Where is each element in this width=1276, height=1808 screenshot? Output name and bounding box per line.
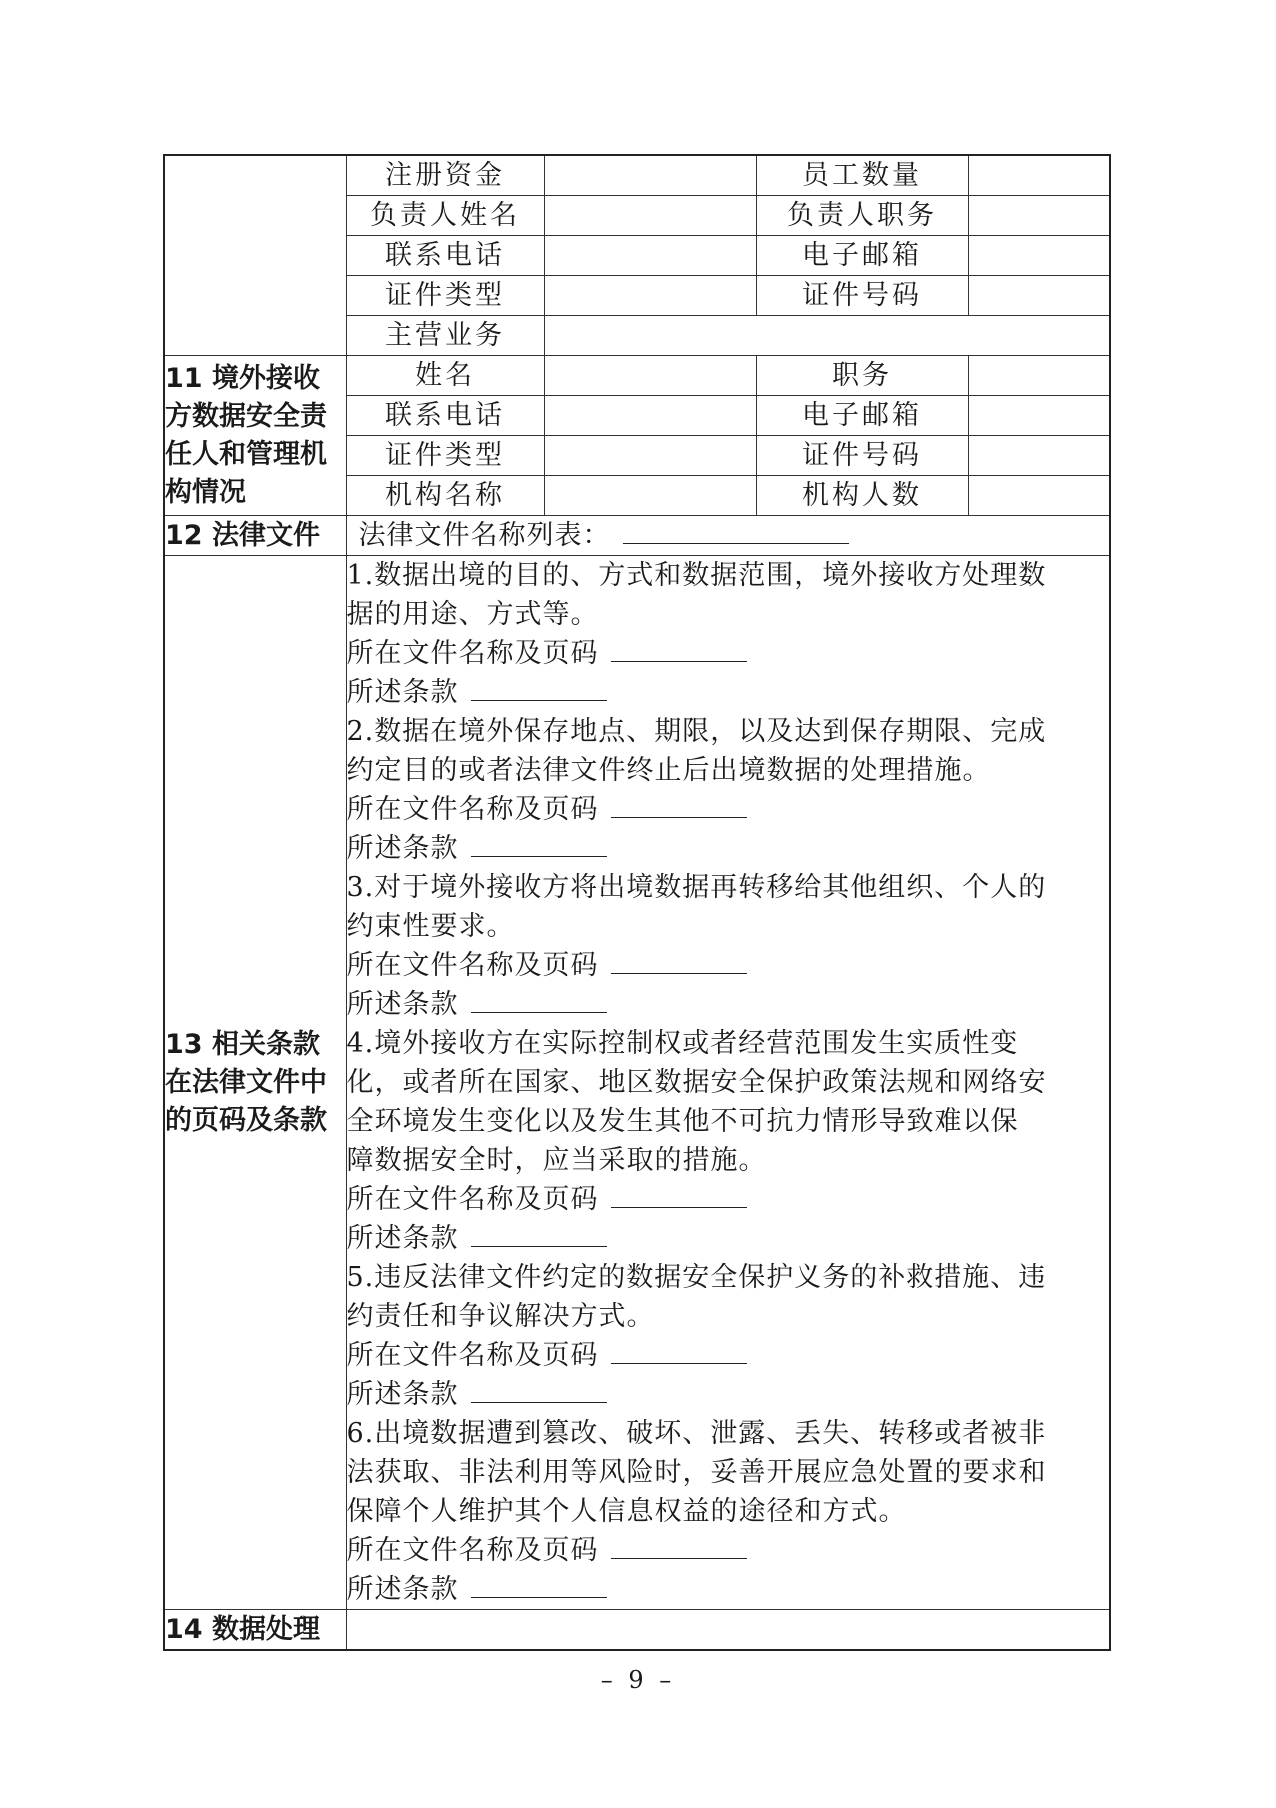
field-value[interactable] (544, 276, 756, 316)
field-value[interactable] (544, 436, 756, 476)
field-label: 联系电话 (346, 396, 544, 436)
clauses-cell (346, 556, 1110, 1610)
clause-item (347, 1024, 1110, 1258)
field-label: 证件号码 (756, 276, 968, 316)
file-page-field (347, 634, 1110, 673)
clause-text-line: 3.对于境外接收方将出境数据再转移给其他组织、个人的 (346, 872, 1047, 903)
field-value[interactable] (544, 236, 756, 276)
legal-docs-cell (346, 516, 1110, 556)
clause-text-line: 据的用途、方式等。 (346, 599, 599, 630)
file-page-blank[interactable] (611, 1185, 747, 1208)
section-cell-continued (164, 155, 346, 356)
clause-text-line: 约定目的或者法律文件终止后出境数据的处理措施。 (346, 755, 991, 786)
page-number: – 9 – (600, 1666, 676, 1694)
table-row (164, 155, 1110, 196)
clause-label: 所述条款 (346, 1574, 459, 1605)
file-page-label: 所在文件名称及页码 (346, 638, 599, 669)
clause-item (347, 556, 1110, 712)
clause-field (347, 985, 1110, 1024)
clause-text-line: 1.数据出境的目的、方式和数据范围，境外接收方处理数 (346, 560, 1047, 591)
clause-text-line: 5.违反法律文件约定的数据安全保护义务的补救措施、违 (346, 1262, 1047, 1293)
clause-text-line: 保障个人维护其个人信息权益的途径和方式。 (346, 1496, 907, 1527)
file-page-label: 所在文件名称及页码 (346, 1184, 599, 1215)
field-value[interactable] (544, 396, 756, 436)
clause-blank[interactable] (471, 1224, 607, 1247)
clause-field (347, 673, 1110, 712)
clause-text-line: 化，或者所在国家、地区数据安全保护政策法规和网络安 (346, 1067, 1047, 1098)
clause-label: 所述条款 (346, 677, 459, 708)
field-label: 证件号码 (756, 436, 968, 476)
field-label: 机构人数 (756, 476, 968, 516)
table-row (164, 356, 1110, 396)
clause-text-line: 约束性要求。 (346, 911, 515, 942)
field-label: 电子邮箱 (756, 396, 968, 436)
clause-label: 所述条款 (346, 989, 459, 1020)
field-value[interactable] (968, 236, 1110, 276)
clause-text-line: 2.数据在境外保存地点、期限，以及达到保存期限、完成 (346, 716, 1047, 747)
file-page-label: 所在文件名称及页码 (346, 1535, 599, 1566)
field-value[interactable] (544, 356, 756, 396)
clause-blank[interactable] (471, 678, 607, 701)
file-page-field (347, 1336, 1110, 1375)
clause-text-line: 6.出境数据遭到篡改、破坏、泄露、丢失、转移或者被非 (346, 1418, 1047, 1449)
clause-field (347, 829, 1110, 868)
section-14-title: 14 数据处理 (164, 1610, 346, 1651)
application-form-table (163, 154, 1111, 1651)
legal-docs-label: 法律文件名称列表： (358, 520, 611, 551)
clause-label: 所述条款 (346, 1223, 459, 1254)
clause-blank[interactable] (471, 1380, 607, 1403)
field-value[interactable] (968, 396, 1110, 436)
file-page-label: 所在文件名称及页码 (346, 1340, 599, 1371)
field-value[interactable] (968, 155, 1110, 196)
file-page-field (347, 1180, 1110, 1219)
field-label: 注册资金 (346, 155, 544, 196)
field-label: 机构名称 (346, 476, 544, 516)
field-label: 证件类型 (346, 436, 544, 476)
file-page-label: 所在文件名称及页码 (346, 794, 599, 825)
clause-label: 所述条款 (346, 1379, 459, 1410)
field-label: 职务 (756, 356, 968, 396)
field-label: 负责人姓名 (346, 196, 544, 236)
file-page-blank[interactable] (611, 1341, 747, 1364)
field-value[interactable] (544, 155, 756, 196)
clause-label: 所述条款 (346, 833, 459, 864)
section-11-title: 11 境外接收方数据安全责任人和管理机构情况 (164, 356, 346, 516)
field-label: 电子邮箱 (756, 236, 968, 276)
file-page-field (347, 1531, 1110, 1570)
file-page-blank[interactable] (611, 639, 747, 662)
file-page-blank[interactable] (611, 951, 747, 974)
file-page-blank[interactable] (611, 1536, 747, 1559)
legal-docs-blank[interactable] (623, 521, 849, 544)
main-business-value[interactable] (544, 316, 1110, 356)
clause-blank[interactable] (471, 1575, 607, 1598)
file-page-field (347, 790, 1110, 829)
field-label: 证件类型 (346, 276, 544, 316)
clause-field (347, 1219, 1110, 1258)
section-12-title: 12 法律文件 (164, 516, 346, 556)
field-label: 负责人职务 (756, 196, 968, 236)
file-page-label: 所在文件名称及页码 (346, 950, 599, 981)
clause-blank[interactable] (471, 834, 607, 857)
clause-item (347, 868, 1110, 1024)
field-label: 联系电话 (346, 236, 544, 276)
field-value[interactable] (968, 276, 1110, 316)
field-label: 姓名 (346, 356, 544, 396)
clause-text-line: 4.境外接收方在实际控制权或者经营范围发生实质性变 (346, 1028, 1019, 1059)
clause-text-line: 法获取、非法利用等风险时，妥善开展应急处置的要求和 (346, 1457, 1047, 1488)
section-13-title: 13 相关条款在法律文件中的页码及条款 (164, 556, 346, 1610)
clause-item (347, 1258, 1110, 1414)
clause-text-line: 全环境发生变化以及发生其他不可抗力情形导致难以保 (346, 1106, 1019, 1137)
table-row (164, 556, 1110, 1610)
clause-item (347, 1414, 1110, 1609)
file-page-blank[interactable] (611, 795, 747, 818)
main-business-label: 主营业务 (346, 316, 544, 356)
field-value[interactable] (968, 356, 1110, 396)
clause-text-line: 障数据安全时，应当采取的措施。 (346, 1145, 767, 1176)
field-value[interactable] (544, 196, 756, 236)
table-row (164, 1610, 1110, 1651)
table-row (164, 516, 1110, 556)
clause-blank[interactable] (471, 990, 607, 1013)
field-value[interactable] (544, 476, 756, 516)
field-value[interactable] (968, 436, 1110, 476)
file-page-field (347, 946, 1110, 985)
field-value[interactable] (968, 476, 1110, 516)
field-value[interactable] (968, 196, 1110, 236)
field-label: 员工数量 (756, 155, 968, 196)
clause-field (347, 1375, 1110, 1414)
clause-field (347, 1570, 1110, 1609)
clause-item (347, 712, 1110, 868)
data-processing-value[interactable] (346, 1610, 1110, 1651)
clause-list (347, 556, 1110, 1609)
clause-text-line: 约责任和争议解决方式。 (346, 1301, 655, 1332)
